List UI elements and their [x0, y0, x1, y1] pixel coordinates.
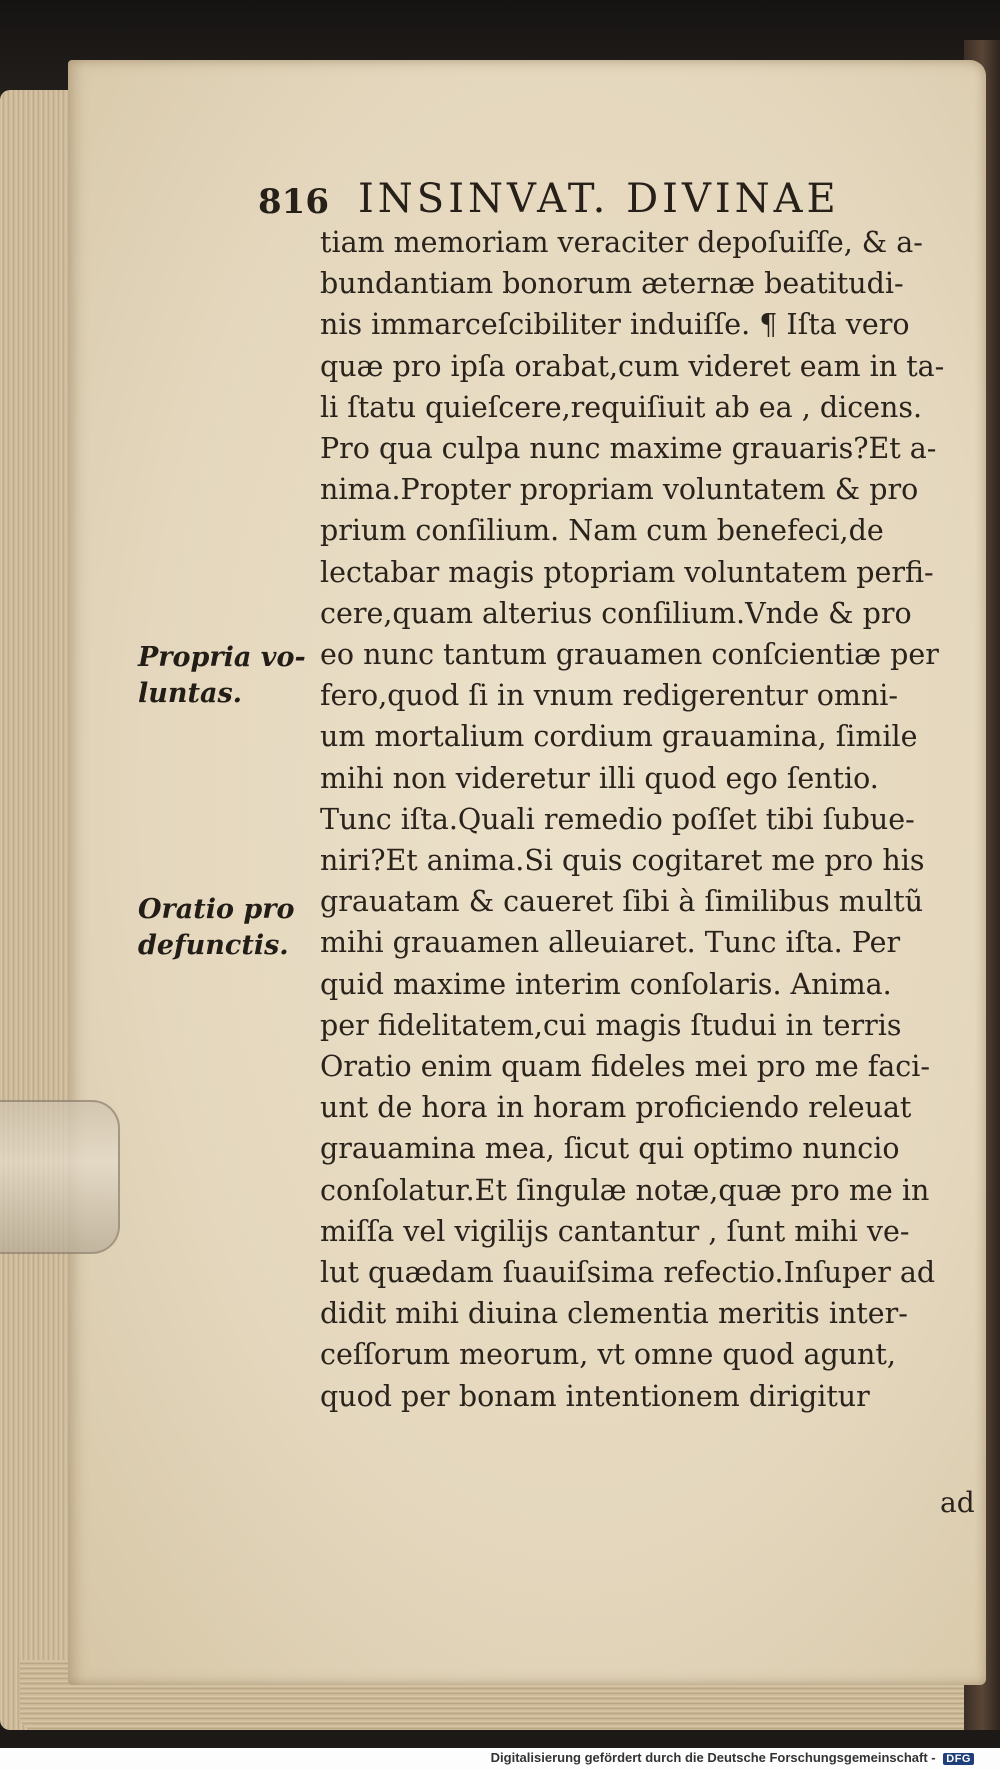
text-line: eo nunc tantum grauamen conſcientiæ per: [320, 638, 939, 672]
text-line: Tunc iſta.Quali remedio poſſet tibi ſubue-: [320, 802, 915, 836]
marginal-note-line: Oratio pro: [138, 894, 295, 925]
body-text: [320, 222, 975, 1417]
dfg-logo: DFG: [943, 1753, 974, 1765]
text-line: nis immarceſcibiliter induiſſe. ¶ Iſta vero: [320, 308, 910, 342]
text-line: didit mihi diuina clementia meritis inter-: [320, 1297, 908, 1331]
text-line: fero,quod ſi in vnum redigerentur omni-: [320, 679, 899, 713]
marginal-note-propria-voluntas: [138, 640, 306, 712]
text-line: unt de hora in horam proficiendo releuat: [320, 1091, 912, 1125]
text-line: conſolatur.Et ſingulæ notæ,quæ pro me in: [320, 1173, 930, 1207]
text-line: um mortalium cordium grauamina, ſimile: [320, 720, 918, 754]
running-title: INSINVAT. DIVINAE: [358, 176, 840, 222]
text-line: grauamina mea, ſicut qui optimo nuncio: [320, 1132, 900, 1166]
text-line: quod per bonam intentionem dirigitur: [320, 1379, 870, 1413]
text-line: ceſſorum meorum, vt omne quod agunt,: [320, 1338, 896, 1372]
text-line: lectabar magis ptopriam voluntatem perfi-: [320, 555, 934, 589]
marginal-note-line: defunctis.: [138, 930, 289, 961]
book-clasp: [0, 1100, 120, 1254]
text-line: prium conſilium. Nam cum benefeci,de: [320, 514, 884, 548]
marginal-note-line: Propria vo-: [138, 642, 306, 673]
marginal-note-line: luntas.: [138, 678, 243, 709]
text-line: cere,quam alterius conſilium.Vnde & pro: [320, 596, 912, 630]
text-line: niri?Et anima.Si quis cogitaret me pro his: [320, 844, 925, 878]
text-line: mihi non videretur illi quod ego ſentio.: [320, 761, 879, 795]
text-line: mihi grauamen alleuiaret. Tunc iſta. Per: [320, 926, 901, 960]
text-line: Pro qua culpa nunc maxime grauaris?Et a-: [320, 432, 937, 466]
text-line: miſſa vel vigilijs cantantur , ſunt mihi ve-: [320, 1214, 910, 1248]
credit-text: Digitalisierung gefördert durch die Deutsche Forschungsgemeinschaft -: [490, 1750, 936, 1765]
text-line: nima.Propter propriam voluntatem & pro: [320, 473, 919, 507]
text-line: per fidelitatem,cui magis ſtudui in terris: [320, 1008, 902, 1042]
text-line: grauatam & caueret ſibi à ſimilibus multũ: [320, 885, 924, 919]
digitization-credit: [491, 1750, 974, 1765]
footer-bar: [0, 1748, 1000, 1770]
text-line: quæ pro ipſa orabat,cum videret eam in ta-: [320, 349, 945, 383]
text-line: tiam memoriam veraciter depoſuiſſe, & a-: [320, 226, 923, 259]
marginal-note-oratio-pro-defunctis: [138, 892, 295, 964]
text-line: bundantiam bonorum æternæ beatitudi-: [320, 267, 904, 301]
text-line: quid maxime interim conſolaris. Anima.: [320, 967, 892, 1001]
catchword: ad: [940, 1486, 975, 1519]
text-line: li ſtatu quieſcere,requiſiuit ab ea , dicens.: [320, 390, 923, 424]
text-line: Oratio enim quam fideles mei pro me faci-: [320, 1050, 930, 1084]
book-page-edges-left: [0, 90, 75, 1730]
text-line: lut quædam ſuauiſsima refectio.Inſuper ad: [320, 1256, 936, 1290]
page-number: 816: [258, 182, 329, 222]
